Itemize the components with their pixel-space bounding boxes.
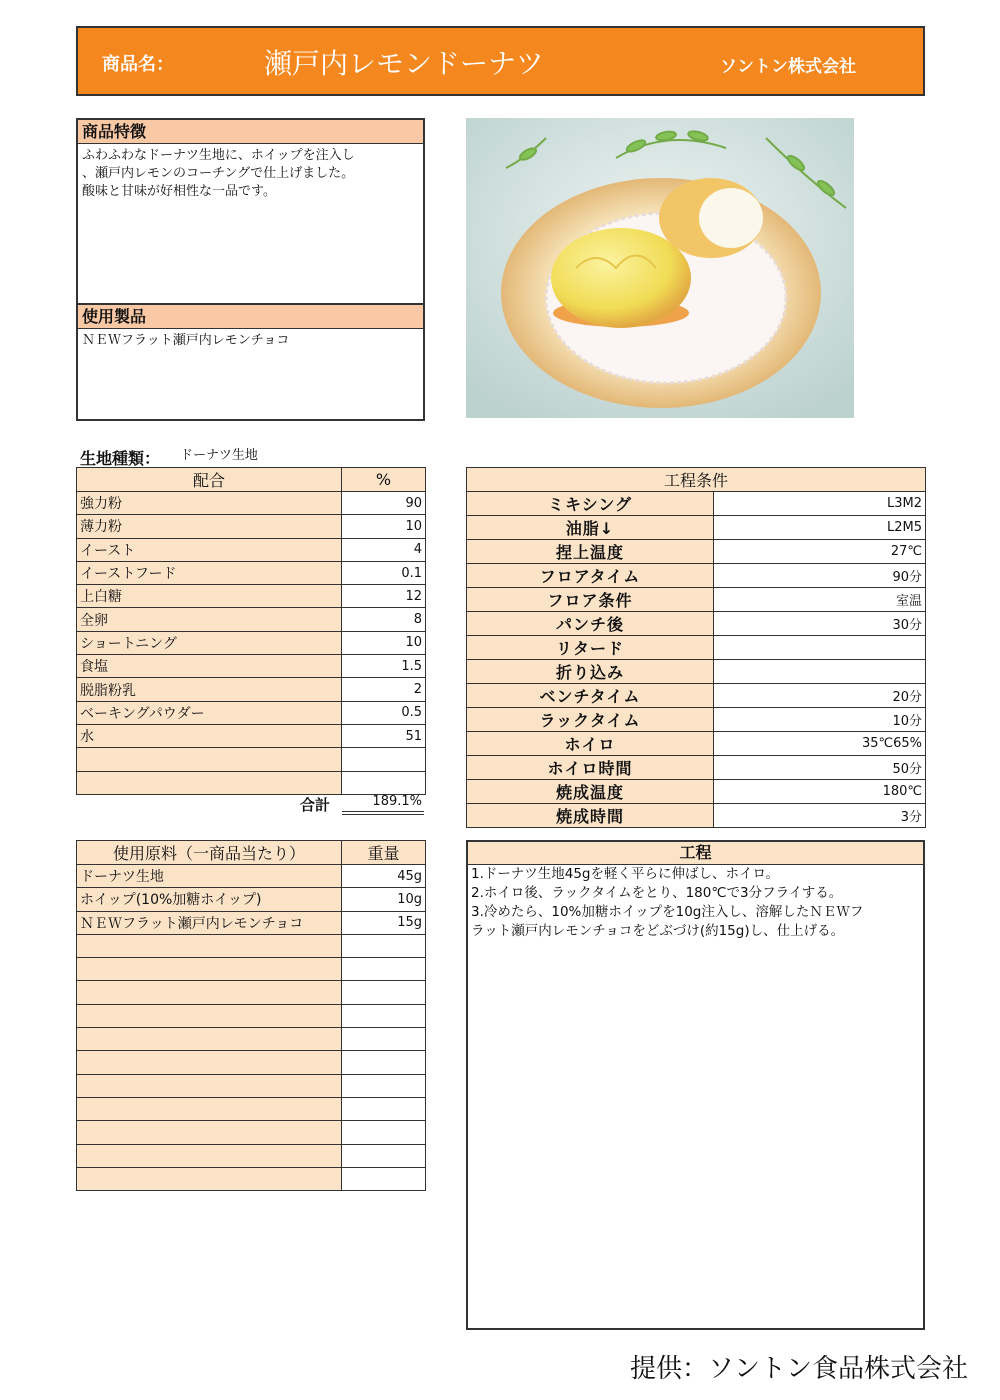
formula-ingredient: ショートニング bbox=[77, 631, 342, 654]
dough-type-value: ドーナツ生地 bbox=[180, 448, 258, 463]
material-name bbox=[77, 1051, 342, 1074]
condition-name: ベンチタイム bbox=[467, 684, 714, 708]
formula-header-percent: % bbox=[342, 468, 426, 492]
table-row bbox=[77, 515, 426, 538]
provider-credit: 提供：ソントン食品株式会社 bbox=[629, 1354, 968, 1384]
table-row bbox=[467, 540, 926, 564]
condition-name: フロアタイム bbox=[467, 564, 714, 588]
table-row bbox=[77, 981, 426, 1004]
material-weight bbox=[342, 1028, 426, 1051]
table-row bbox=[77, 492, 426, 515]
table-row bbox=[77, 678, 426, 701]
process-step: 3.冷めたら、10%加糖ホイップを10g注入し、溶解したＮＥＷフ bbox=[471, 904, 864, 920]
dough-type-label: 生地種類： bbox=[80, 449, 161, 468]
material-name: ドーナツ生地 bbox=[77, 865, 342, 888]
materials-header-weight: 重量 bbox=[342, 841, 426, 865]
condition-name: 折り込み bbox=[467, 660, 714, 684]
material-name bbox=[77, 1004, 342, 1027]
condition-value: 30分 bbox=[714, 612, 926, 636]
formula-value: 0.1 bbox=[342, 561, 426, 584]
formula-ingredient: 食塩 bbox=[77, 655, 342, 678]
total-value: 189.1% bbox=[342, 794, 424, 815]
table-row bbox=[77, 631, 426, 654]
table-row bbox=[467, 684, 926, 708]
table-row bbox=[467, 780, 926, 804]
products-used-text: ＮＥＷフラット瀬戸内レモンチョコ bbox=[82, 333, 290, 348]
material-weight bbox=[342, 1097, 426, 1120]
condition-name: 焼成時間 bbox=[467, 804, 714, 828]
material-weight bbox=[342, 1004, 426, 1027]
material-name bbox=[77, 1167, 342, 1190]
process-step: 1.ドーナツ生地45gを軽く平らに伸ばし、ホイロ。 bbox=[471, 866, 779, 882]
formula-ingredient bbox=[77, 748, 342, 771]
formula-ingredient bbox=[77, 771, 342, 794]
condition-value: 3分 bbox=[714, 804, 926, 828]
material-name: ホイップ(10%加糖ホイップ) bbox=[77, 888, 342, 911]
material-weight bbox=[342, 958, 426, 981]
material-weight bbox=[342, 1144, 426, 1167]
formula-value bbox=[342, 748, 426, 771]
condition-value: 50分 bbox=[714, 756, 926, 780]
product-photo bbox=[466, 118, 854, 418]
table-row bbox=[77, 958, 426, 981]
table-row bbox=[467, 756, 926, 780]
table-row bbox=[77, 888, 426, 911]
process-box bbox=[466, 840, 925, 1330]
formula-value: 4 bbox=[342, 538, 426, 561]
material-name bbox=[77, 1144, 342, 1167]
formula-value: 1.5 bbox=[342, 655, 426, 678]
formula-value: 12 bbox=[342, 585, 426, 608]
material-weight: 45g bbox=[342, 865, 426, 888]
condition-value bbox=[714, 660, 926, 684]
products-used-title: 使用製品 bbox=[78, 305, 423, 329]
formula-value: 2 bbox=[342, 678, 426, 701]
process-step: 2.ホイロ後、ラックタイムをとり、180℃で3分フライする。 bbox=[471, 885, 843, 901]
features-box bbox=[76, 118, 425, 305]
table-row bbox=[77, 865, 426, 888]
formula-value: 8 bbox=[342, 608, 426, 631]
condition-name: 焼成温度 bbox=[467, 780, 714, 804]
material-weight bbox=[342, 1074, 426, 1097]
formula-value: 90 bbox=[342, 492, 426, 515]
formula-value: 10 bbox=[342, 631, 426, 654]
formula-ingredient: 薄力粉 bbox=[77, 515, 342, 538]
features-text: ふわふわなドーナツ生地に、ホイップを注入し 、瀬戸内レモンのコーチングで仕上げました。 酸味と甘味が好相性な一品です。 bbox=[82, 148, 355, 199]
features-title: 商品特徴 bbox=[78, 120, 423, 144]
conditions-header: 工程条件 bbox=[467, 468, 926, 492]
material-weight: 15g bbox=[342, 911, 426, 934]
condition-name: フロア条件 bbox=[467, 588, 714, 612]
formula-ingredient: 強力粉 bbox=[77, 492, 342, 515]
materials-header-name: 使用原料（一商品当たり） bbox=[77, 841, 342, 865]
material-weight: 10g bbox=[342, 888, 426, 911]
condition-value: L2M5 bbox=[714, 516, 926, 540]
donut-illustration bbox=[466, 118, 854, 418]
condition-value: 室温 bbox=[714, 588, 926, 612]
formula-table bbox=[76, 467, 426, 795]
table-row bbox=[467, 588, 926, 612]
formula-ingredient: 上白糖 bbox=[77, 585, 342, 608]
table-row bbox=[77, 585, 426, 608]
formula-value bbox=[342, 771, 426, 794]
condition-name: 捏上温度 bbox=[467, 540, 714, 564]
table-row bbox=[77, 771, 426, 794]
formula-ingredient: イーストフード bbox=[77, 561, 342, 584]
table-row bbox=[77, 911, 426, 934]
table-row bbox=[77, 748, 426, 771]
formula-value: 51 bbox=[342, 724, 426, 747]
condition-value: 10分 bbox=[714, 708, 926, 732]
table-row bbox=[77, 1144, 426, 1167]
table-row bbox=[467, 612, 926, 636]
material-name bbox=[77, 1097, 342, 1120]
material-weight bbox=[342, 1121, 426, 1144]
materials-table bbox=[76, 840, 426, 1191]
formula-ingredient: 脱脂粉乳 bbox=[77, 678, 342, 701]
condition-value: 20分 bbox=[714, 684, 926, 708]
material-name bbox=[77, 1121, 342, 1144]
table-row bbox=[77, 655, 426, 678]
material-weight bbox=[342, 934, 426, 957]
page-header bbox=[76, 26, 925, 96]
table-row bbox=[77, 934, 426, 957]
process-step: ラット瀬戸内レモンチョコをどぶづけ(約15g)し、仕上げる。 bbox=[471, 923, 845, 939]
condition-name: パンチ後 bbox=[467, 612, 714, 636]
condition-name: ミキシング bbox=[467, 492, 714, 516]
material-weight bbox=[342, 1167, 426, 1190]
material-name bbox=[77, 1074, 342, 1097]
product-name: 瀬戸内レモンドーナツ bbox=[264, 47, 544, 80]
conditions-table bbox=[466, 467, 926, 828]
condition-name: ホイロ bbox=[467, 732, 714, 756]
material-weight bbox=[342, 981, 426, 1004]
material-name bbox=[77, 1028, 342, 1051]
formula-value: 0.5 bbox=[342, 701, 426, 724]
table-row bbox=[77, 701, 426, 724]
total-label: 合計 bbox=[300, 796, 331, 814]
company-name: ソントン株式会社 bbox=[720, 57, 856, 77]
table-row bbox=[467, 804, 926, 828]
table-row bbox=[467, 564, 926, 588]
table-row bbox=[77, 1051, 426, 1074]
condition-name: リタード bbox=[467, 636, 714, 660]
table-row bbox=[77, 724, 426, 747]
table-row bbox=[467, 636, 926, 660]
formula-value: 10 bbox=[342, 515, 426, 538]
table-row bbox=[467, 660, 926, 684]
condition-value: 35℃65% bbox=[714, 732, 926, 756]
table-row bbox=[77, 1074, 426, 1097]
material-name bbox=[77, 958, 342, 981]
formula-ingredient: 全卵 bbox=[77, 608, 342, 631]
product-name-label: 商品名： bbox=[102, 54, 174, 75]
table-row bbox=[467, 708, 926, 732]
condition-value: 27℃ bbox=[714, 540, 926, 564]
material-name: ＮＥＷフラット瀬戸内レモンチョコ bbox=[77, 911, 342, 934]
condition-value: 90分 bbox=[714, 564, 926, 588]
table-row bbox=[77, 1167, 426, 1190]
formula-header-ingredient: 配合 bbox=[77, 468, 342, 492]
table-row bbox=[77, 1097, 426, 1120]
condition-name: ラックタイム bbox=[467, 708, 714, 732]
formula-ingredient: ベーキングパウダー bbox=[77, 701, 342, 724]
material-weight bbox=[342, 1051, 426, 1074]
table-row bbox=[467, 732, 926, 756]
material-name bbox=[77, 934, 342, 957]
condition-value: L3M2 bbox=[714, 492, 926, 516]
table-row bbox=[467, 516, 926, 540]
condition-value: 180℃ bbox=[714, 780, 926, 804]
table-row bbox=[467, 492, 926, 516]
table-row bbox=[77, 1121, 426, 1144]
formula-ingredient: イースト bbox=[77, 538, 342, 561]
table-row bbox=[77, 1004, 426, 1027]
process-header: 工程 bbox=[468, 842, 923, 865]
material-name bbox=[77, 981, 342, 1004]
table-row bbox=[77, 538, 426, 561]
table-row bbox=[77, 1028, 426, 1051]
formula-ingredient: 水 bbox=[77, 724, 342, 747]
table-row bbox=[77, 608, 426, 631]
condition-value bbox=[714, 636, 926, 660]
condition-name: ホイロ時間 bbox=[467, 756, 714, 780]
condition-name: 油脂↓ bbox=[467, 516, 714, 540]
products-used-box bbox=[76, 303, 425, 421]
table-row bbox=[77, 561, 426, 584]
